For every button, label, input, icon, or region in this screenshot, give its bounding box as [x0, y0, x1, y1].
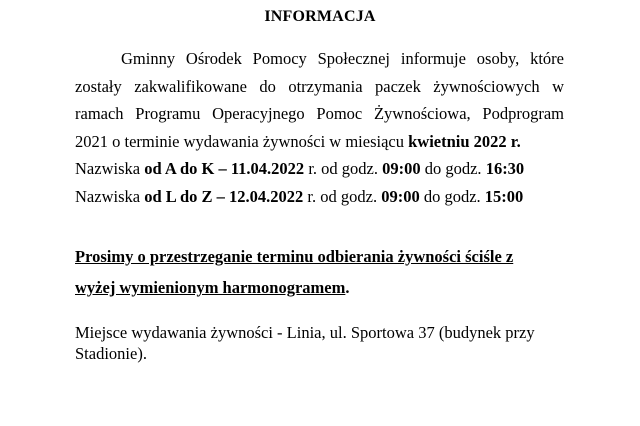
- place-line-2: Stadionie).: [75, 344, 147, 363]
- schedule-to-time: 15:00: [484, 186, 524, 206]
- notice-line-2: [75, 272, 545, 303]
- schedule-to-time: 16:30: [485, 159, 525, 178]
- notice-line-1: Prosimy o przestrzeganie terminu odbierania żywności ściśle z: [75, 247, 514, 266]
- schedule-row-1: [75, 155, 564, 183]
- schedule-range: od L do Z – 12.04.2022: [144, 186, 304, 206]
- schedule-prefix: Nazwiska: [75, 186, 145, 206]
- schedule-to-label: do godz.: [419, 186, 485, 206]
- schedule-range: od A do K – 11.04.2022: [144, 159, 305, 178]
- paragraph-line-4-text: 2021 o terminie wydawania żywności w miesiącu: [75, 131, 409, 151]
- schedule-row-2: [75, 183, 564, 211]
- paragraph-line-4: [75, 128, 564, 156]
- schedule-from-label: r. od godz.: [303, 186, 382, 206]
- schedule-from-time: 09:00: [381, 186, 420, 206]
- paragraph-line-1: Gminny Ośrodek Pomocy Społecznej informuje osoby, które: [121, 49, 564, 68]
- notice-line-2-period: .: [345, 278, 350, 297]
- paragraph-line-2: zostały zakwalifikowane do otrzymania paczek żywnościowych w: [75, 76, 564, 96]
- place-line-1: Miejsce wydawania żywności - Linia, ul. Sportowa 37 (budynek przy: [75, 323, 535, 342]
- announcement-paragraph: [75, 45, 564, 210]
- distribution-place: [75, 322, 545, 364]
- document-title: INFORMACJA: [264, 8, 376, 25]
- schedule-to-label: do godz.: [420, 159, 486, 178]
- paragraph-line-3: ramach Programu Operacyjnego Pomoc Żywnościowa, Podprogram: [75, 104, 564, 123]
- notice-line-2-text: wyżej wymienionym harmonogramem: [75, 278, 346, 297]
- schedule-from-label: r. od godz.: [304, 159, 383, 178]
- schedule-from-time: 09:00: [382, 159, 421, 178]
- distribution-month: kwietniu 2022 r.: [408, 131, 521, 151]
- schedule-prefix: Nazwiska: [75, 159, 145, 178]
- important-notice: [75, 241, 545, 303]
